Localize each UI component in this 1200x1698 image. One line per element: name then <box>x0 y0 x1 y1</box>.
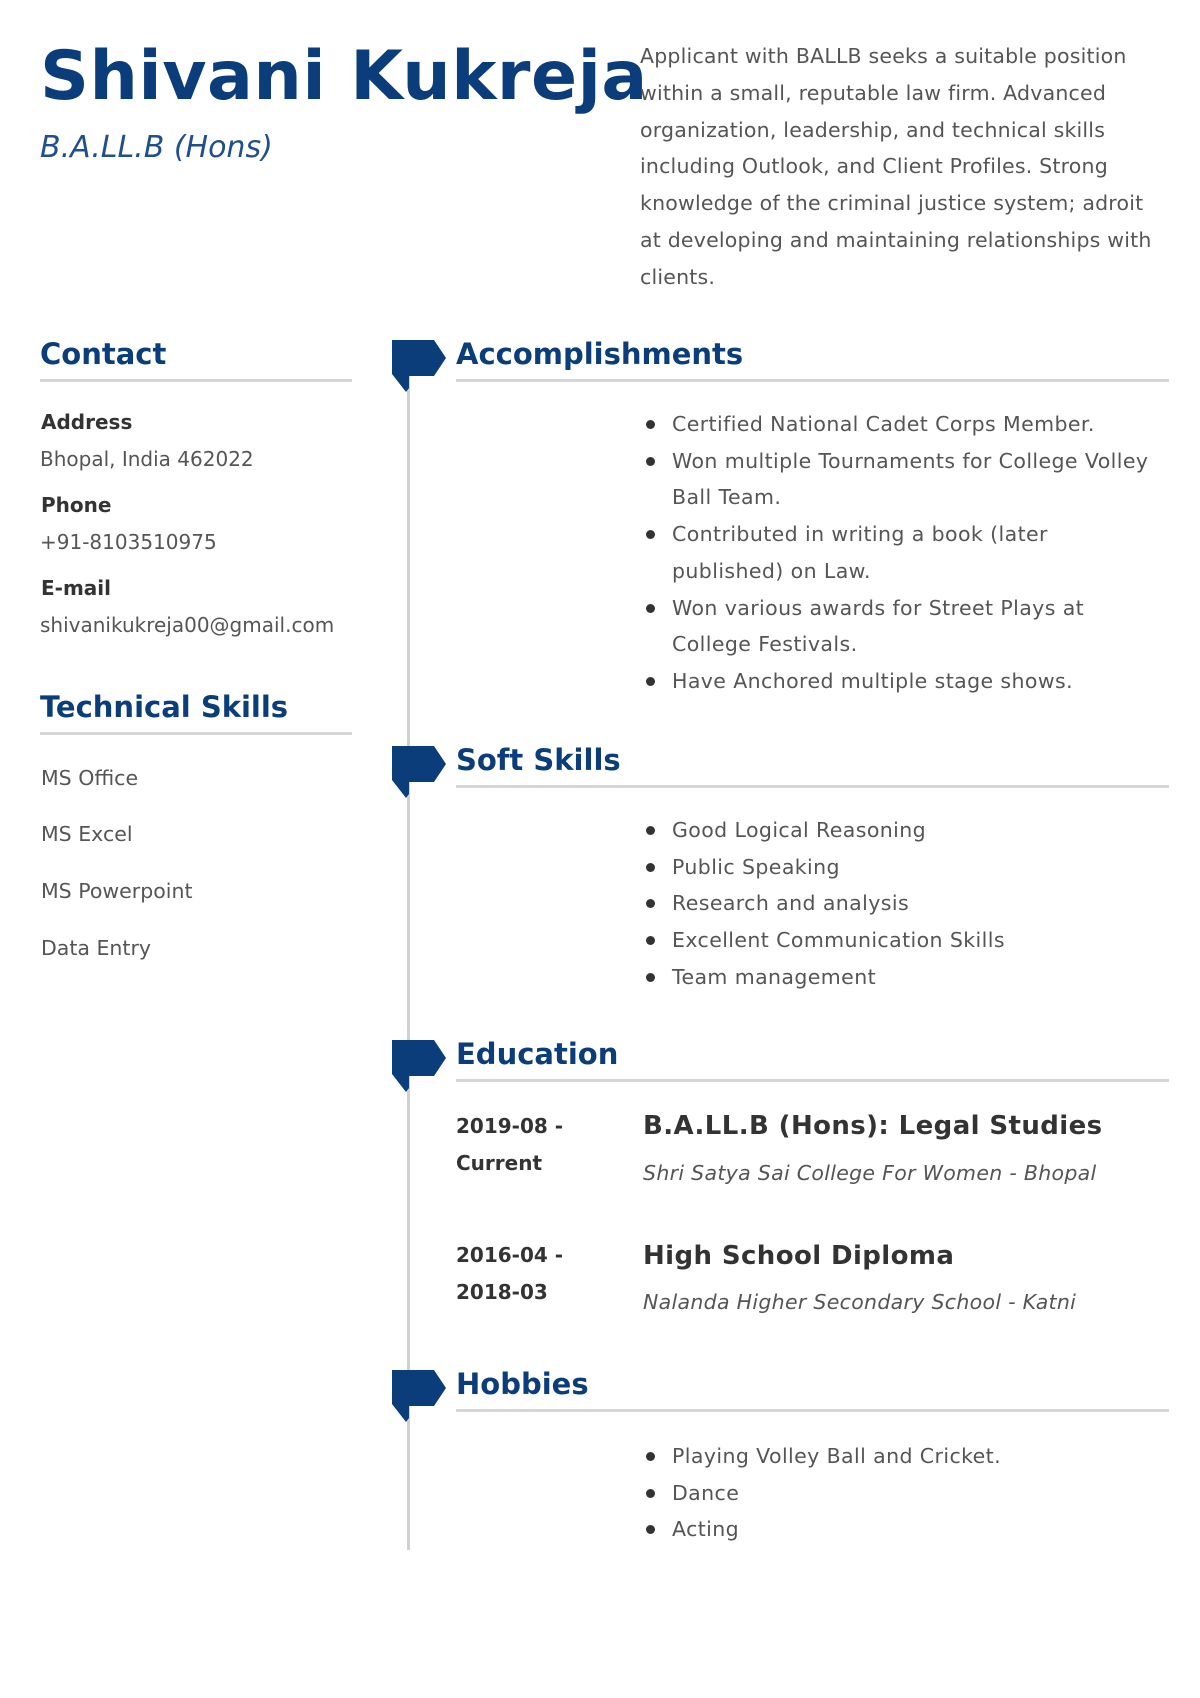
hobbies-list <box>672 1438 1152 1548</box>
email-label: E-mail <box>41 576 112 600</box>
accomplishments-list <box>672 406 1152 700</box>
technical-skills-heading: Technical Skills <box>40 690 352 735</box>
soft-skills-heading: Soft Skills <box>456 743 1169 788</box>
education-date <box>456 1237 586 1310</box>
list-item: Contributed in writing a book (later published) on Law. <box>672 516 1152 589</box>
list-item: Acting <box>672 1511 1152 1548</box>
technical-skill-item: MS Powerpoint <box>41 879 193 903</box>
list-item: Have Anchored multiple stage shows. <box>672 663 1152 700</box>
list-item: Research and analysis <box>672 885 1152 922</box>
education-institution: Nalanda Higher Secondary School - Katni <box>643 1290 1077 1314</box>
list-item: Good Logical Reasoning <box>672 812 1152 849</box>
accomplishments-heading: Accomplishments <box>456 337 1169 382</box>
education-date-start: 2019-08 - <box>456 1114 564 1138</box>
education-date <box>456 1108 586 1181</box>
list-item: Dance <box>672 1475 1152 1512</box>
education-date-end: 2018-03 <box>456 1279 548 1304</box>
list-item: Playing Volley Ball and Cricket. <box>672 1438 1152 1475</box>
section-flag-icon <box>392 1370 446 1422</box>
candidate-name: Shivani Kukreja <box>40 37 648 116</box>
list-item: Won various awards for Street Plays at College Festivals. <box>672 590 1152 663</box>
technical-skill-item: MS Office <box>41 766 139 790</box>
list-item: Won multiple Tournaments for College Volley Ball Team. <box>672 443 1152 516</box>
education-title: B.A.LL.B (Hons): Legal Studies <box>643 1111 1103 1141</box>
contact-heading: Contact <box>40 337 352 382</box>
email-value[interactable]: shivanikukreja00@gmail.com <box>40 613 335 637</box>
phone-value: +91-8103510975 <box>40 530 217 554</box>
list-item: Team management <box>672 959 1152 996</box>
education-heading: Education <box>456 1037 1169 1082</box>
section-flag-icon <box>392 340 446 392</box>
technical-skill-item: MS Excel <box>41 822 133 846</box>
education-date-start: 2016-04 - <box>456 1243 564 1267</box>
technical-skill-item: Data Entry <box>41 936 152 960</box>
phone-label: Phone <box>41 493 112 517</box>
section-flag-icon <box>392 746 446 798</box>
profile-summary: Applicant with BALLB seeks a suitable position within a small, reputable law firm. Advanced organization, leadership, and technical skills including Outlook, and Client Profiles. Strong knowledge of the criminal justice system; adroit at developing and maintaining relationships with clients. <box>640 44 1152 289</box>
section-flag-icon <box>392 1040 446 1092</box>
education-title: High School Diploma <box>643 1241 955 1271</box>
candidate-degree: B.A.LL.B (Hons) <box>40 130 273 165</box>
education-institution: Shri Satya Sai College For Women - Bhopal <box>643 1161 1097 1185</box>
address-value: Bhopal, India 462022 <box>40 447 254 471</box>
education-date-end: Current <box>456 1150 543 1175</box>
list-item: Public Speaking <box>672 849 1152 886</box>
soft-skills-list <box>672 812 1152 996</box>
list-item: Excellent Communication Skills <box>672 922 1152 959</box>
list-item: Certified National Cadet Corps Member. <box>672 406 1152 443</box>
hobbies-heading: Hobbies <box>456 1367 1169 1412</box>
address-label: Address <box>41 410 133 434</box>
